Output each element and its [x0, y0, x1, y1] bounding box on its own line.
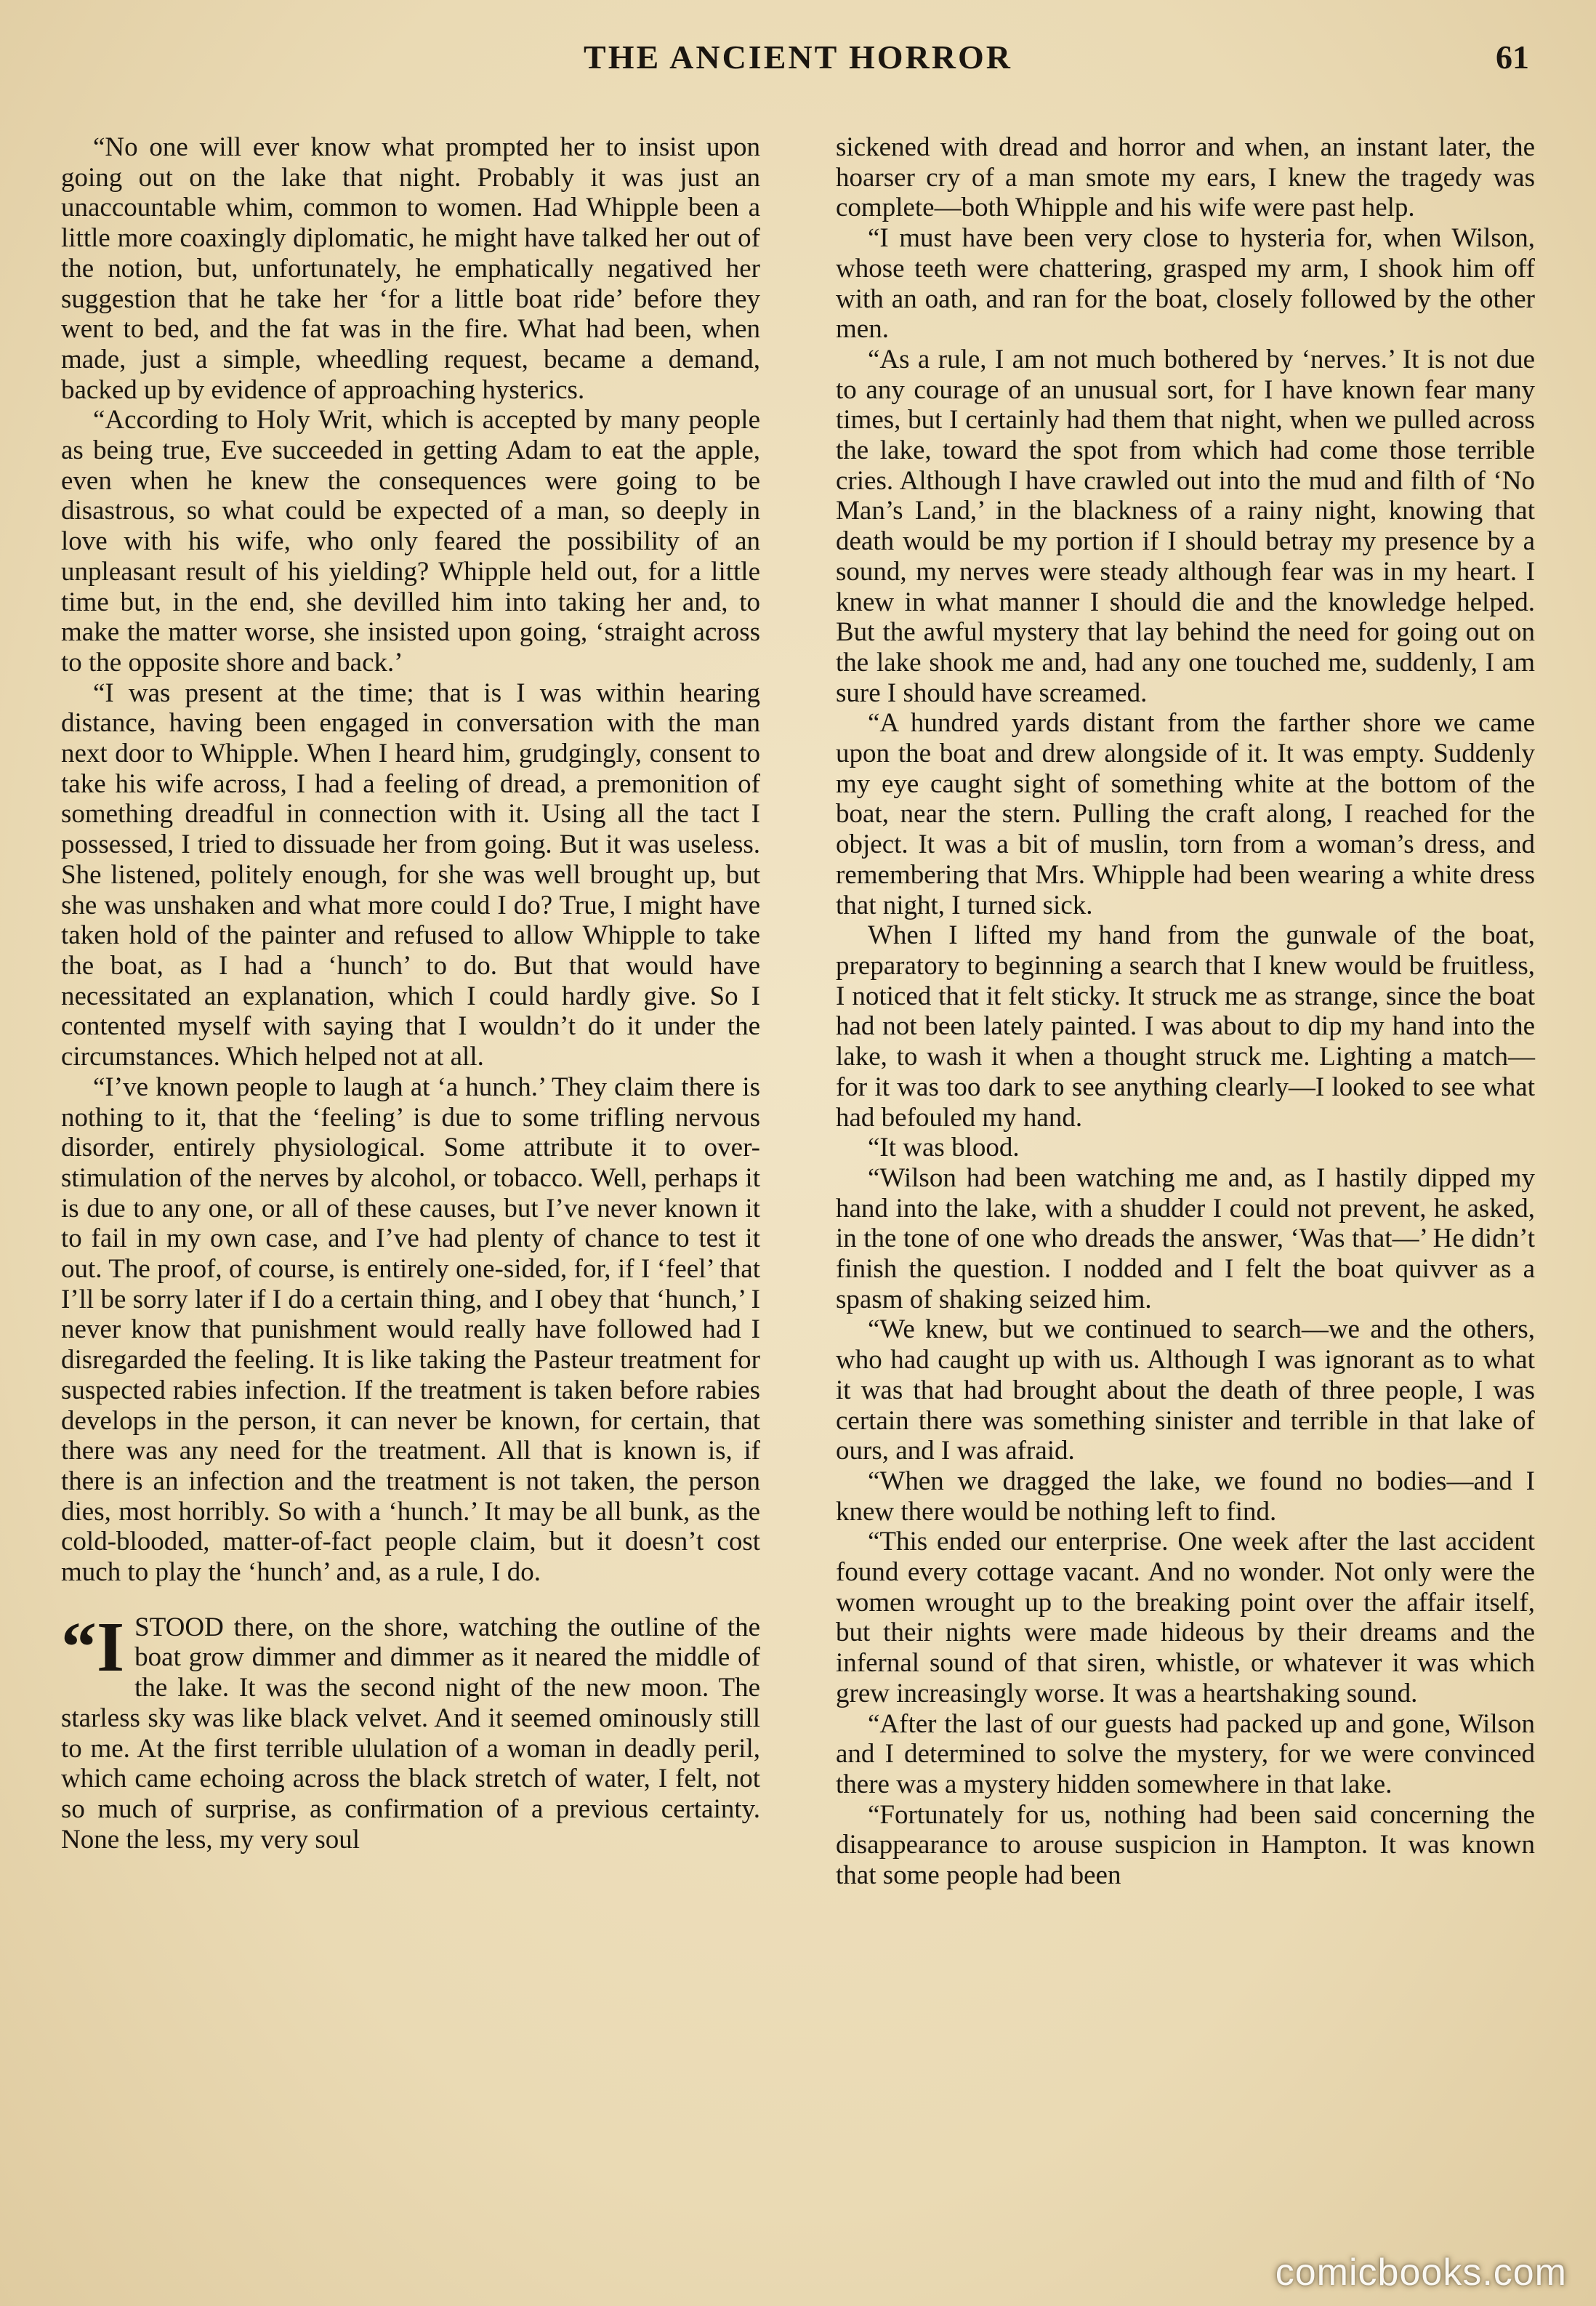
running-title: THE ANCIENT HORROR	[584, 39, 1012, 76]
paragraph: “After the last of our guests had packed up and gone, Wilson and I determined to solve the mystery, for we were convinced there was a mystery hidden somewhere in that lake.	[836, 1708, 1535, 1799]
left-column	[61, 132, 760, 1855]
section-text: STOOD there, on the shore, watching the outline of the boat grow dimmer and dimmer as it neared the middle of the lake. It was the second night of the new moon. The starless sky was like black velvet. And it seemed ominously still to me. At the first terrible ululation of a woman in deadly peril, which came echoing across the black stretch of water, I felt, not so much of surprise, as confirmation of a previous certainty. None the less, my very soul	[61, 1612, 760, 1855]
drop-cap: “I	[61, 1607, 125, 1687]
paragraph: “We knew, but we continued to search—we and the others, who had caught up with us. Although I was ignorant as to what it was that had brought about the death of three people, I was certain there was something sinister and terrible in that lake of ours, and I was afraid.	[836, 1314, 1535, 1466]
paragraph: “Fortunately for us, nothing had been said concerning the disappearance to arouse suspicion in Hampton. It was known that some people had been	[836, 1799, 1535, 1891]
paragraph: “I’ve known people to laugh at ‘a hunch.’ They claim there is nothing to it, that the ‘feeling’ is due to some trifling nervous disorder, entirely physiological. Some attribute it to over-stimulation of the nerves by alcohol, or tobacco. Well, perhaps it is due to any one, or all of these causes, but I’ve never known it to fail in my own case, and I’ve had plenty of chance to test it out. The proof, of course, is entirely one-sided, for, if I ‘feel’ that I’ll be sorry later if I do a certain thing, and I obey that ‘hunch,’ I never know that punishment would really have followed had I disregarded the feeling. It is like taking the Pasteur treatment for suspected rabies infection. If the treatment is taken before rabies develops in the person, it can never be known, for certain, that there was any need for the treatment. All that is known is, if there is an infection and the treatment is not taken, the person dies, most horribly. So with a ‘hunch.’ It may be all bunk, as the cold-blooded, matter-of-fact people claim, but it doesn’t cost much to play the ‘hunch’ and, as a rule, I do.	[61, 1072, 760, 1588]
continued-paragraph: sickened with dread and horror and when, an instant later, the hoarser cry of a man smote my ears, I knew the tragedy was complete—both Whipple and his wife were past help.	[836, 132, 1535, 223]
paragraph: “This ended our enterprise. One week after the last accident found every cottage vacant. And no wonder. Not only were the women wrought up to the breaking point over the affair itself, but their nights were made hideous by their dreams and the infernal sound of that siren, whistle, or whatever it was which grew increasingly worse. It was a heartshaking sound.	[836, 1527, 1535, 1708]
paragraph: “As a rule, I am not much bothered by ‘nerves.’ It is not due to any courage of an unusual sort, for I have known fear many times, but I certainly had them that night, when we pulled across the lake, toward the spot from which had come those terrible cries. Although I have crawled out into the mud and filth of ‘No Man’s Land,’ in the blackness of a rainy night, knowing that death would be my portion if I should betray my presence by a sound, my nerves were steady although fear was in my heart. I knew in what manner I should die and the knowledge helped. But the awful mystery that lay behind the need for going out on the lake shook me and, had any one touched me, suddenly, I am sure I should have screamed.	[836, 344, 1535, 708]
paragraph: “It was blood.	[868, 1133, 1020, 1163]
paragraph: “I was present at the time; that is I was within hearing distance, having been engaged in conversation with the man next door to Whipple. When I heard him, grudgingly, consent to take his wife across, I had a feeling of dread, a premonition of something dreadful in connection with it. Using all the tact I possessed, I tried to dissuade her from going. But it was useless. She listened, politely enough, for she was well brought up, but she was unshaken and what more could I do? True, I might have taken hold of the painter and refused to allow Whipple to take the boat, as I had a ‘hunch’ to do. But that would have necessitated an explanation, which I could hardly give. So I contented myself with saying that I wouldn’t do it under the circumstances. Which helped not at all.	[61, 678, 760, 1072]
paragraph: “I must have been very close to hysteria for, when Wilson, whose teeth were chattering, grasped my arm, I shook him off with an oath, and ran for the boat, closely followed by the other men.	[836, 223, 1535, 345]
paragraph: “When we dragged the lake, we found no bodies—and I knew there would be nothing left to find.	[836, 1466, 1535, 1527]
right-column	[836, 132, 1535, 1891]
paragraph: “Wilson had been watching me and, as I hastily dipped my hand into the lake, with a shudder I could not prevent, he asked, in the tone of one who dreads the answer, ‘Was that—’ He didn’t finish the question. I nodded and I felt the boat quivver as a spasm of shaking seized him.	[836, 1162, 1535, 1314]
watermark-logo: comicbooks.com	[1275, 2251, 1567, 2294]
paragraph: “No one will ever know what prompted her to insist upon going out on the lake that night. Probably it was just an unaccountable whim, common to women. Had Whipple been a little more coaxingly diplomatic, he might have talked her out of the notion, but, unfortunately, he emphatically negatived her suggestion that he take her ‘for a little boat ride’ before they went to bed, and the fat was in the fire. What had been, when made, just a simple, wheedling request, became a demand, backed up by evidence of approaching hysterics.	[61, 132, 760, 405]
page-number: 61	[1496, 39, 1529, 76]
paragraph: “According to Holy Writ, which is accepted by many people as being true, Eve succeeded in getting Adam to eat the apple, even when he knew the consequences were going to be disastrous, so what could be expected of a man, so deeply in love with his wife, who only feared the possibility of an unpleasant result of his yielding? Whipple held out, for a little time but, in the end, she devilled him into taking her and, to make the matter worse, she insisted upon going, ‘straight across to the opposite shore and back.’	[61, 405, 760, 678]
page-header	[0, 38, 1596, 89]
paragraph: When I lifted my hand from the gunwale of the boat, preparatory to beginning a search that I knew would be fruitless, I noticed that it felt sticky. It struck me as strange, since the boat had not been lately painted. I was about to dip my hand into the lake, to wash it when a thought struck me. Lighting a match—for it was too dark to see anything clearly—I looked to see what had befouled my hand.	[836, 920, 1535, 1133]
section-opening-paragraph	[61, 1607, 760, 1855]
paragraph: “A hundred yards distant from the farther shore we came upon the boat and drew alongside of it. It was empty. Suddenly my eye caught sight of something white at the bottom of the boat, near the stern. Pulling the craft along, I reached for the object. It was a bit of muslin, torn from a woman’s dress, and remembering that Mrs. Whipple had been wearing a white dress that night, I turned sick.	[836, 708, 1535, 920]
